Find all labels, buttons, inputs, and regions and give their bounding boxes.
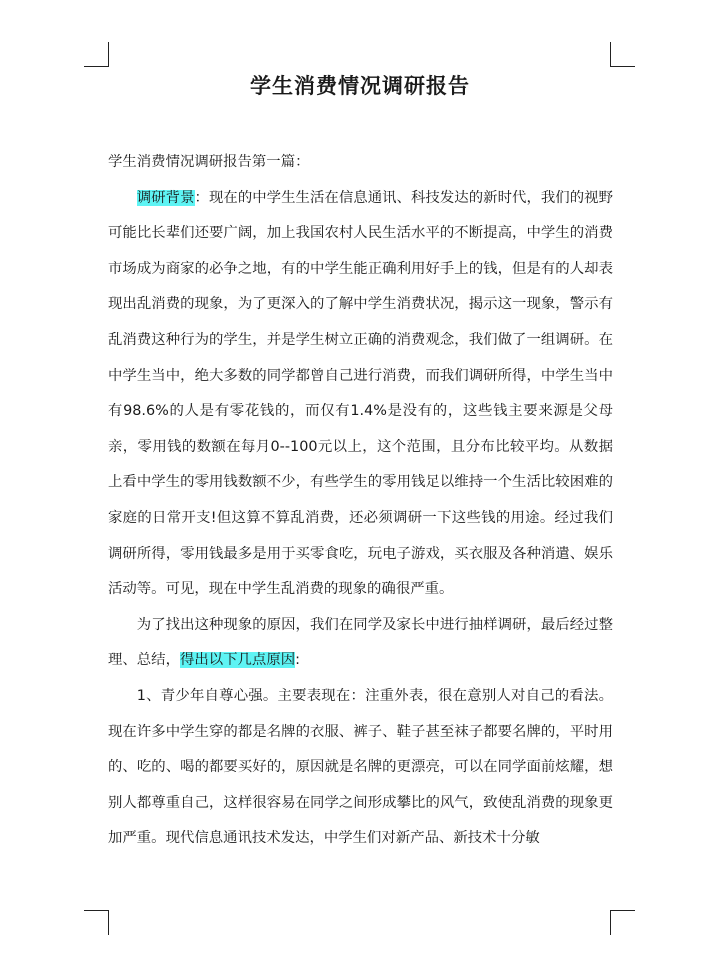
highlight-causes: 得出以下几点原因 <box>179 652 296 669</box>
document-body <box>108 145 613 857</box>
paragraph-causes-text: 为了找出这种现象的原因，我们在同学及家长中进行抽样调研，最后经过整理、总结， <box>108 616 613 669</box>
crop-mark-top-right <box>610 42 635 67</box>
crop-mark-bottom-right <box>610 910 635 935</box>
document-subtitle: 学生消费情况调研报告第一篇： <box>108 154 310 170</box>
paragraph-causes <box>108 608 613 679</box>
document-title: 学生消费情况调研报告 <box>250 74 470 98</box>
paragraph-cause-1: 1、青少年自尊心强。主要表现在：注重外表，很在意别人对自己的看法。现在许多中学生穿的都是名牌的衣服、裤子、鞋子甚至袜子都要名牌的，平时用的、吃的、喝的都要买好的，原因就是名牌的更漂亮，可以在同学面前炫耀，想别人都尊重自己，这样很容易在同学之间形成攀比的风气，致使乱消费的现象更加严重。现代信息通讯技术发达，中学生们对新产品、新技术十分敏 <box>108 687 613 847</box>
highlight-research-background: 调研背景 <box>136 189 195 206</box>
crop-mark-bottom-left <box>84 910 109 935</box>
paragraph-causes-colon: : <box>295 652 300 669</box>
paragraph-background-text: ：现在的中学生生活在信息通讯、科技发达的新时代，我们的视野可能比长辈们还要广阔，加上我国农村人民生活水平的不断提高，中学生的消费市场成为商家的必争之地，有的中学生能正确利用好手上的钱，但是有的人却表现出乱消费的现象，为了更深入的了解中学生消费状况，揭示这一现象，警示有乱消费这种行为的学生，并是学生树立正确的消费观念，我们做了一组调研。在中学生当中，绝大多数的同学都曾自己进行消费，而我们调研所得，中学生当中有98.6%的人是有零花钱的，而仅有1.4%是没有的，这些钱主要来源是父母亲，零用钱的数额在每月0--100元以上，这个范围，且分布比较平均。从数据上看中学生的零用钱数额不少，有些学生的零用钱足以维持一个生活比较困难的家庭的日常开支!但这算不算乱消费，还必须调研一下这些钱的用途。经过我们调研所得，零用钱最多是用于买零食吃，玩电子游戏，买衣服及各种消遣、娱乐活动等。可见，现在中学生乱消费的现象的确很严重。 <box>108 189 613 598</box>
paragraph-background <box>108 181 613 608</box>
crop-mark-top-left <box>84 42 109 67</box>
